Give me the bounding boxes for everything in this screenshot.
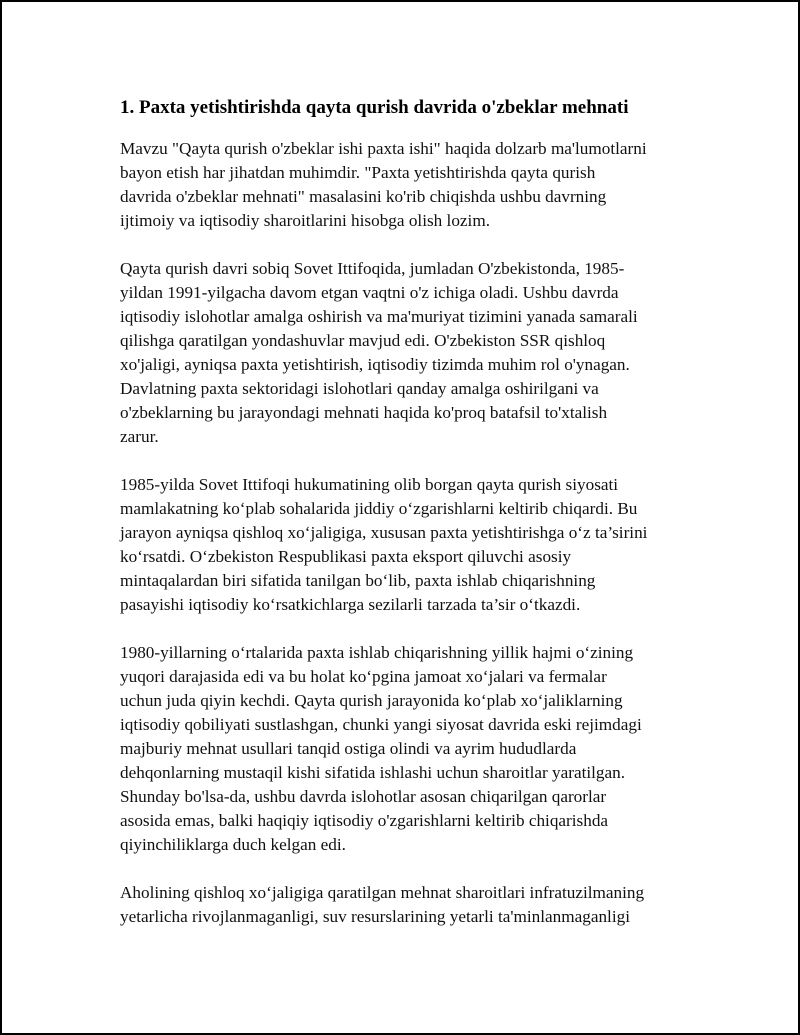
document-title: 1. Paxta yetishtirishda qayta qurish davrida o'zbeklar mehnati	[120, 97, 629, 118]
paragraph-2: Qayta qurish davri sobiq Sovet Ittifoqida, jumladan O'zbekistonda, 1985- yildan 1991-yilgacha davom etgan vaqtni o'z ichiga oladi. Ushbu davrda iqtisodiy islohotlar amalga oshirish va ma'muriyat tizimini yanada samarali qilishga qaratilgan yondashuvlar mavjud edi. O'zbekiston SSR qishloq xo'jaligi, ayniqsa paxta yetishtirish, iqtisodiy tizimda muhim rol o'ynagan. Davlatning paxta sektoridagi islohotlari qanday amalga oshirilgani va o'zbeklarning bu jarayondagi mehnati haqida ko'proq batafsil to'xtalish zarur.	[120, 259, 638, 446]
paragraph-4: 1980-yillarning o‘rtalarida paxta ishlab chiqarishning yillik hajmi o‘zining yuqori darajasida edi va bu holat ko‘pgina jamoat xo‘jalari va fermalar uchun juda qiyin kechdi. Qayta qurish jarayonida ko‘plab xo‘jaliklarning iqtisodiy qobiliyati sustlashgan, chunki yangi siyosat davrida eski rejimdagi majburiy mehnat usullari tanqid ostiga olindi va ayrim hududlarda dehqonlarning mustaqil kishi sifatida ishlashi uchun sharoitlar yaratilgan. Shunday bo'lsa-da, ushbu davrda islohotlar asosan chiqarilgan qarorlar asosida emas, balki haqiqiy iqtisodiy o'zgarishlarni keltirib chiqarishda qiyinchiliklarga duch kelgan edi.	[120, 643, 642, 854]
document-body	[120, 96, 692, 953]
paragraph-3: 1985-yilda Sovet Ittifoqi hukumatining olib borgan qayta qurish siyosati mamlakatning ko‘plab sohalarida jiddiy o‘zgarishlarni keltirib chiqardi. Bu jarayon ayniqsa qishloq xo‘jaligiga, xususan paxta yetishtirishga o‘z ta’sirini ko‘rsatdi. O‘zbekiston Respublikasi paxta eksport qiluvchi asosiy mintaqalardan biri sifatida tanilgan bo‘lib, paxta ishlab chiqarishning pasayishi iqtisodiy ko‘rsatkichlarga sezilarli tarzada ta’sir o‘tkazdi.	[120, 475, 648, 614]
paragraph-5: Aholining qishloq xo‘jaligiga qaratilgan mehnat sharoitlari infratuzilmaning yetarlicha rivojlanmaganligi, suv resurslarining yetarli ta'minlanmaganligi	[120, 883, 645, 926]
paragraph-1: Mavzu "Qayta qurish o'zbeklar ishi paxta ishi" haqida dolzarb ma'lumotlarni bayon etish har jihatdan muhimdir. "Paxta yetishtirishda qayta qurish davrida o'zbeklar mehnati" masalasini ko'rib chiqishda ushbu davrning ijtimoiy va iqtisodiy sharoitlarini hisobga olish lozim.	[120, 139, 647, 230]
